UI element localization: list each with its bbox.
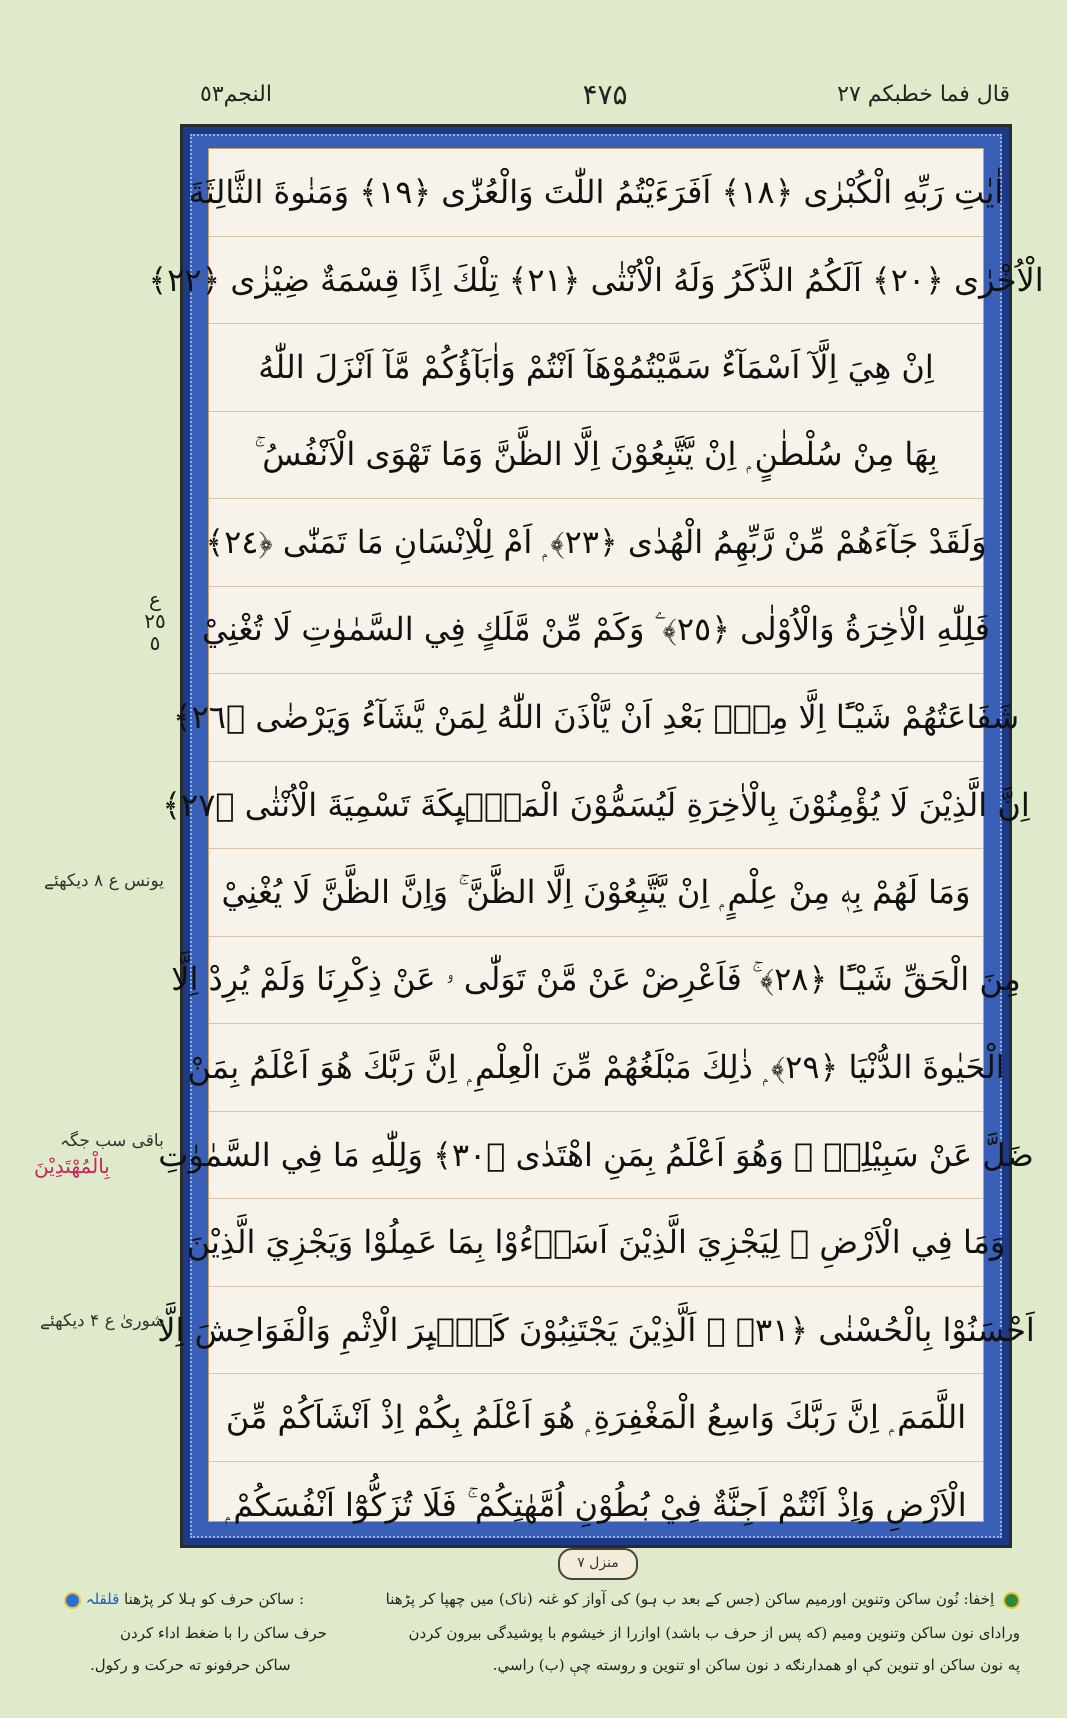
verse-line-2: الْاُخْرٰى ﴿٢٠﴾ اَلَكُمُ الذَّكَرُ وَلَهُ الْاُنْثٰى ﴿٢١﴾ تِلْكَ اِذًا قِسْمَةٌ ضِيْزٰى ﴿٢٢﴾ [209,237,983,325]
page-number: ۴۷۵ [582,78,628,111]
verse-line-4: بِهَا مِنْ سُلْطٰنٍ ۭ اِنْ يَّتَّبِعُوْنَ اِلَّا الظَّنَّ وَمَا تَهْوَى الْاَنْفُسُ ۚ [209,412,983,500]
margin-note-elsewhere: باقی سب جگہ [60,1131,164,1151]
page-header [200,78,1010,118]
qalqala-color-icon [64,1592,81,1609]
ikhfa-text: اِخفا: نُون ساکن وتنوین اورمیم ساکن (جس کے بعد ب ہو) کی آواز کو غنہ (ناک) میں چھپا کر پڑھنا [385,1590,995,1608]
verse-line-1: اٰيٰتِ رَبِّهِ الْكُبْرٰى ﴿١٨﴾ اَفَرَءَيْتُمُ اللّٰتَ وَالْعُزّٰى ﴿١٩﴾ وَمَنٰوةَ الثَّالِثَةَ [209,149,983,237]
qalqala-rule [60,1590,304,1609]
manzil-badge: منزل ٧ [558,1548,638,1580]
juz-name: قال فما خطبکم ٢٧ [837,82,1010,107]
verse-line-9: وَمَا لَهُمْ بِهٖ مِنْ عِلْمٍ ۭ اِنْ يَّتَّبِعُوْنَ اِلَّا الظَّنَّ ۚ وَاِنَّ الظَّنَّ لَا يُغْنِيْ [209,849,983,937]
verse-line-3: اِنْ هِيَ اِلَّآ اَسْمَآءٌ سَمَّيْتُمُوْهَآ اَنْتُمْ وَاٰبَآؤُكُمْ مَّآ اَنْزَلَ اللّٰهُ [209,324,983,412]
verse-line-13: وَمَا فِي الْاَرْضِ ۙ لِيَجْزِيَ الَّذِيْنَ اَسَاۗءُوْا بِمَا عَمِلُوْا وَيَجْزِيَ الَّذِيْنَ [209,1199,983,1287]
ikhfa-rule [386,1590,1020,1609]
verse-line-8: اِنَّ الَّذِيْنَ لَا يُؤْمِنُوْنَ بِالْاٰخِرَةِ لَيُسَمُّوْنَ الْمَلٰۗىِٕكَةَ تَسْمِيَةَ الْاُنْثٰى ﴿٢٧﴾ [209,762,983,850]
verse-line-16: الْاَرْضِ وَاِذْ اَنْتُمْ اَجِنَّةٌ فِيْ بُطُوْنِ اُمَّهٰتِكُمْ ۚ فَلَا تُزَكُّوْٓا اَنْفُسَكُمْ ۭ [225,1485,967,1524]
verse-line-14: اَحْسَنُوْا بِالْحُسْنٰى ﴿٣١﴾ ۚ اَلَّذِيْنَ يَجْتَنِبُوْنَ كَبٰۗىِٕرَ الْاِثْمِ وَالْفَوَاحِشَ اِلَّا [209,1287,983,1375]
ruku-marker: ع ٢٥ ٥ [144,587,166,655]
qalqala-label: قلقلہ [85,1590,120,1608]
verse-line-10: مِنَ الْحَقِّ شَيْـًٔا ﴿٢٨﴾ ۚ فَاَعْرِضْ عَنْ مَّنْ تَوَلّٰى ۥ عَنْ ذِكْرِنَا وَلَمْ يُرِدْ اِلَّا [209,937,983,1025]
margin-note-shura: شوریٰ ع ۴ دیکھئے [40,1311,165,1331]
ikhfa-pashto: په نون ساکن او تنوین کې او همدارنګه د نون ساکن او تنوین و روسته چې (ب) راسي. [492,1656,1020,1674]
surah-name: النجم٥٣ [200,82,272,107]
margin-note-yunus: یونس ع ۸ دیکھئے [44,871,165,891]
qalqala-pashto: ساکن حرفونو ته حرکت و رکول. [90,1656,291,1674]
margin-note-word: بِالْمُهْتَدِيْنَ [34,1154,110,1178]
verse-line-11: الْحَيٰوةَ الدُّنْيَا ﴿٢٩﴾ ۭ ذٰلِكَ مَبْلَغُهُمْ مِّنَ الْعِلْمِ ۭ اِنَّ رَبَّكَ هُوَ اَعْلَمُ بِمَنْ [209,1024,983,1112]
verse-line-15: اللَّمَمَ ۭ اِنَّ رَبَّكَ وَاسِعُ الْمَغْفِرَةِ ۭ هُوَ اَعْلَمُ بِكُمْ اِذْ اَنْشَاَكُمْ مِّنَ [209,1374,983,1462]
verse-line-7: شَفَاعَتُهُمْ شَيْـًٔا اِلَّا مِنْۢ بَعْدِ اَنْ يَّاْذَنَ اللّٰهُ لِمَنْ يَّشَآءُ وَيَرْضٰى ﴿٢٦﴾ [209,674,983,762]
tajweed-footer [60,1590,1020,1690]
ikhfa-farsi: وراداى نون ساكن وتنوين وميم (كه پس از حرف ب باشد) اوازرا از خيشوم با پوشيدگى بيرون كردن [408,1624,1020,1642]
verse-line-6: فَلِلّٰهِ الْاٰخِرَةُ وَالْاُوْلٰى ﴿٢٥﴾ ۧ وَكَمْ مِّنْ مَّلَكٍ فِي السَّمٰوٰتِ لَا تُغْنِيْ [209,587,983,675]
verse-line-12: ضَلَّ عَنْ سَبِيْلِهٖ ۙ وَهُوَ اَعْلَمُ بِمَنِ اهْتَدٰى ﴿٣٠﴾ وَلِلّٰهِ مَا فِي السَّمٰوٰتِ [209,1112,983,1200]
qalqala-text: : ساکن حرف کو ہلا کر پڑھنا [124,1590,305,1608]
ikhfa-color-icon [1003,1592,1020,1609]
verse-line-5: وَلَقَدْ جَآءَهُمْ مِّنْ رَّبِّهِمُ الْهُدٰى ﴿٢٣﴾ ۭ اَمْ لِلْاِنْسَانِ مَا تَمَنّٰى ﴿٢٤﴾ [209,499,983,587]
qalqala-farsi: حرف ساكن را با ضغط اداء كردن [120,1624,327,1642]
